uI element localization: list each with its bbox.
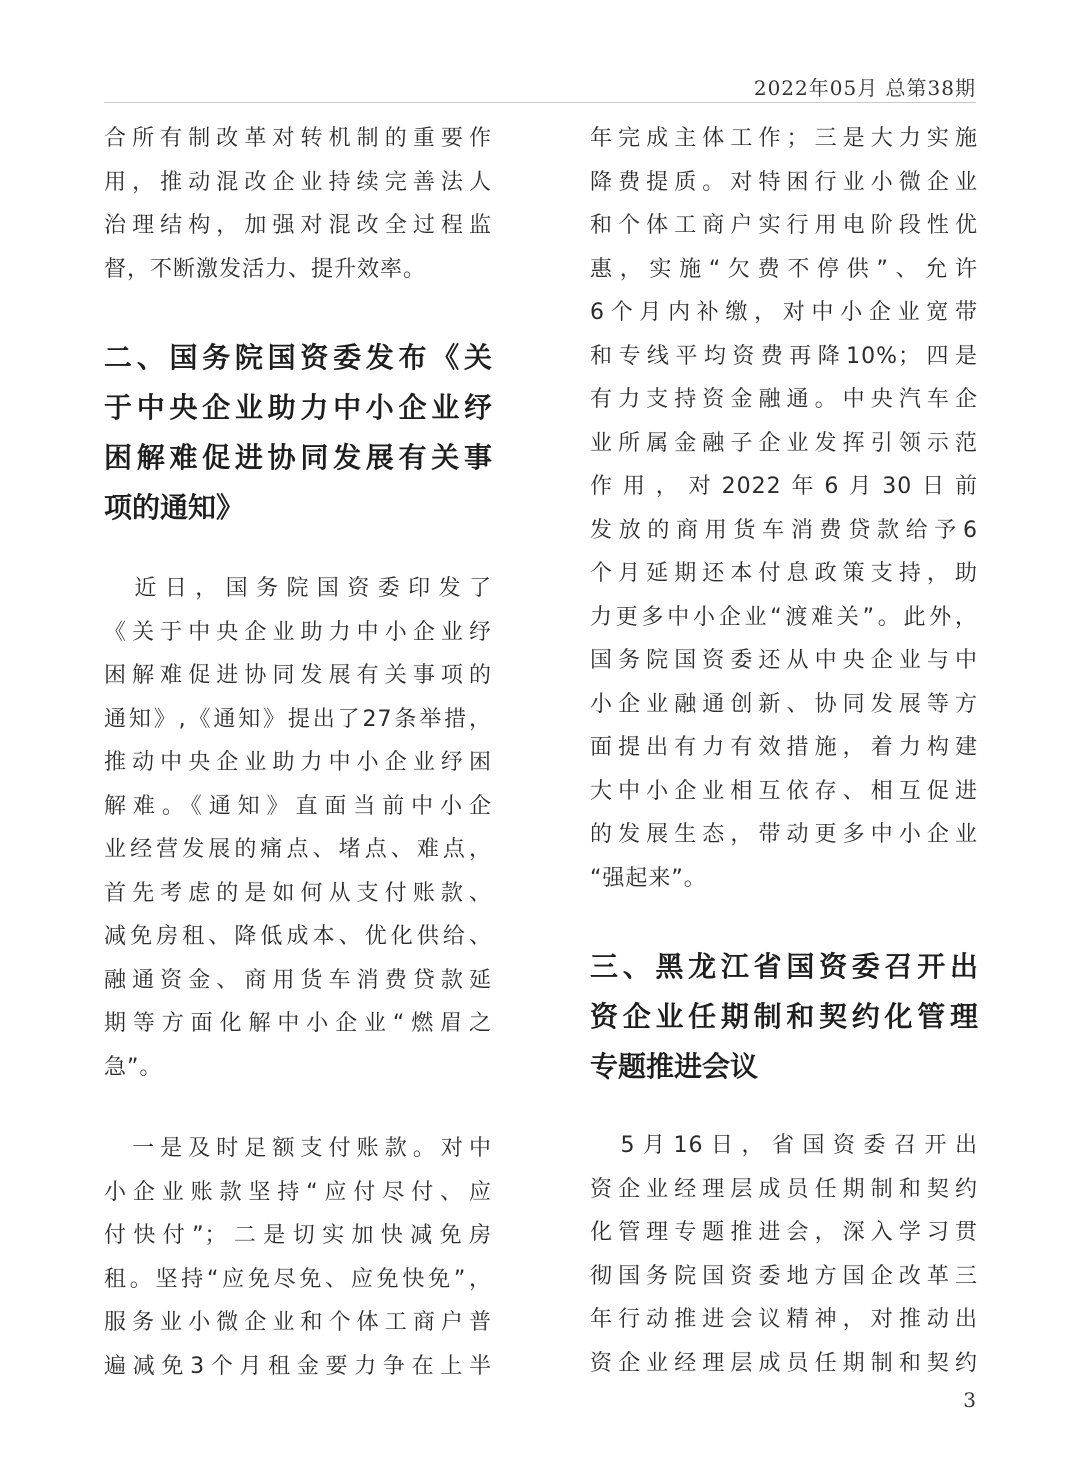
text-line: 小企业融通创新、协同发展等方 <box>590 691 978 717</box>
text-line: 通知》,《通知》提出了27条举措， <box>104 706 492 732</box>
paragraph-measures-continued <box>590 117 978 900</box>
text-line: 6个月内补缴，对中小企业宽带 <box>590 300 978 325</box>
paragraph-meeting <box>590 1124 978 1385</box>
text-line: 5月16日，省国资委召开出 <box>590 1133 978 1158</box>
text-line: 一是及时足额支付账款。对中 <box>104 1136 492 1161</box>
left-column <box>104 117 492 1388</box>
text-line: 年完成主体工作；三是大力实施 <box>590 126 978 151</box>
text-line: 合所有制改革对转机制的重要作 <box>104 126 492 151</box>
page-number: 3 <box>963 1388 976 1412</box>
text-line: 大中小企业相互依存、相互促进 <box>590 778 978 804</box>
text-line: 减免房租、降低成本、优化供给、 <box>104 924 492 949</box>
text-line: 《关于中央企业助力中小企业纾 <box>104 619 492 645</box>
text-line: 推动中央企业助力中小企业纾困 <box>104 750 492 775</box>
text-line: 小企业账款坚持“应付尽付、应 <box>104 1179 492 1205</box>
text-line: 作用，对2022年6月30日前 <box>590 474 978 499</box>
section-heading-2 <box>104 333 492 533</box>
text-line: 惠，实施“欠费不停供”、允许 <box>590 256 978 282</box>
text-line: 国务院国资委还从中央企业与中 <box>590 648 978 673</box>
text-line: 期等方面化解中小企业“燃眉之 <box>104 1011 492 1036</box>
text-line: 发放的商用货车消费贷款给予6 <box>590 517 978 543</box>
paragraph-continued <box>104 117 492 291</box>
text-line: 降费提质。对特困行业小微企业 <box>590 169 978 195</box>
text-line: 化管理专题推进会，深入学习贯 <box>590 1220 978 1245</box>
paragraph-notice <box>104 567 492 1089</box>
text-line: 业所属金融子企业发挥引领示范 <box>590 430 978 456</box>
text-line: 业经营发展的痛点、堵点、难点， <box>104 837 492 862</box>
text-line: 个月延期还本付息政策支持，助 <box>590 561 978 586</box>
paragraph-measures <box>104 1127 492 1388</box>
text-line: 遍减免3个月租金要力争在上半 <box>104 1353 492 1379</box>
text-line: 力更多中小企业“渡难关”。此外， <box>590 604 978 630</box>
text-line: 资企业经理层成员任期制和契约 <box>590 1350 978 1376</box>
text-line: 近日，国务院国资委印发了 <box>104 576 492 601</box>
text-line: 督，不断激发活力、提升效率。 <box>104 256 427 282</box>
text-line: 的发展生态，带动更多中小企业 <box>590 822 978 847</box>
text-line: 有力支持资金融通。中央汽车企 <box>590 387 978 412</box>
text-line: 解难。《通知》直面当前中小企 <box>104 793 492 819</box>
text-line: 资企业经理层成员任期制和契约 <box>590 1176 978 1202</box>
text-line: 租。坚持“应免尽免、应免快免”， <box>104 1266 492 1292</box>
text-line: 急”。 <box>104 1054 163 1080</box>
heading-line: 专题推进会议 <box>590 1050 759 1083</box>
heading-line: 三、黑龙江省国资委召开出 <box>590 950 978 983</box>
text-line: 首先考虑的是如何从支付账款、 <box>104 880 492 906</box>
text-line: 治理结构，加强对混改全过程监 <box>104 213 492 238</box>
right-column <box>590 117 978 1385</box>
text-line: 融通资金、商用货车消费贷款延 <box>104 967 492 993</box>
text-line: 和个体工商户实行用电阶段性优 <box>590 213 978 238</box>
heading-line: 二、国务院国资委发布《关 <box>104 341 492 374</box>
text-line: 和专线平均资费再降10%；四是 <box>590 343 978 369</box>
text-line: 困解难促进协同发展有关事项的 <box>104 663 492 688</box>
heading-line: 资企业任期制和契约化管理 <box>590 1000 978 1033</box>
text-line: 服务业小微企业和个体工商户普 <box>104 1310 492 1335</box>
section-heading-3 <box>590 942 978 1092</box>
text-line: “强起来”。 <box>590 865 707 891</box>
text-line: 彻国务院国资委地方国企改革三 <box>590 1263 978 1289</box>
heading-line: 项的通知》 <box>104 491 245 524</box>
text-line: 付快付”；二是切实加快减免房 <box>104 1223 492 1248</box>
heading-line: 于中央企业助力中小企业纾 <box>104 391 492 424</box>
issue-header: 2022年05月 总第38期 <box>753 76 976 100</box>
header-divider <box>104 102 976 103</box>
text-line: 年行动推进会议精神，对推动出 <box>590 1307 978 1332</box>
text-line: 面提出有力有效措施，着力构建 <box>590 735 978 760</box>
heading-line: 困解难促进协同发展有关事 <box>104 441 492 474</box>
text-line: 用，推动混改企业持续完善法人 <box>104 169 492 195</box>
